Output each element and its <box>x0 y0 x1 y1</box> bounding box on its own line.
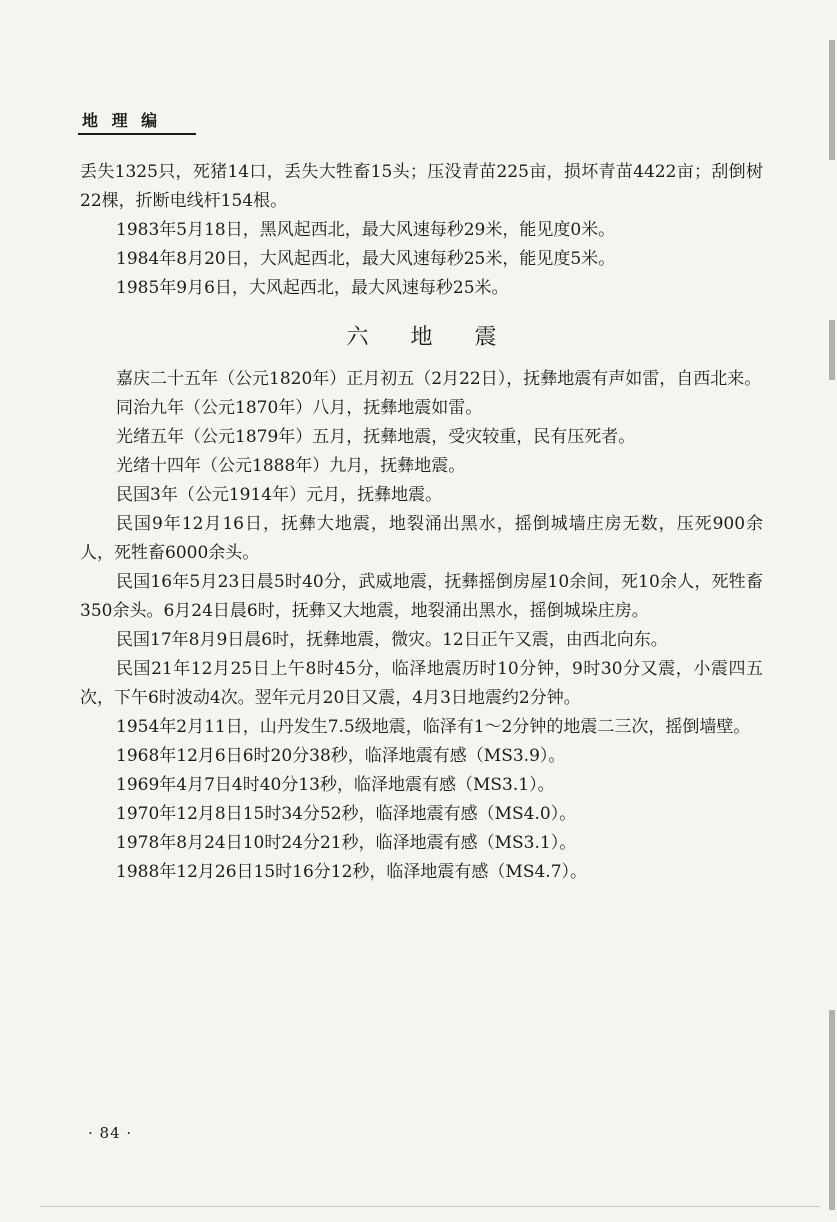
paragraph: 民国9年12月16日，抚彝大地震，地裂涌出黑水，摇倒城墙庄房无数，压死900余人，死牲畜6000余头。 <box>80 514 763 563</box>
paragraph: 1970年12月8日15时34分52秒，临泽地震有感（MS4.0）。 <box>116 804 577 824</box>
running-header: 地 理 编 <box>82 111 162 130</box>
paragraph: 1983年5月18日，黑风起西北，最大风速每秒29米，能见度0米。 <box>116 220 616 240</box>
paragraph: 光绪十四年（公元1888年）九月，抚彝地震。 <box>116 456 466 476</box>
paragraph: 民国17年8月9日晨6时，抚彝地震，微灾。12日正午又震，由西北向东。 <box>116 630 668 650</box>
paragraph: 民国16年5月23日晨5时40分，武威地震，抚彝摇倒房屋10余间，死10余人，死牲畜350余头。6月24日晨6时，抚彝又大地震，地裂涌出黑水，摇倒城垛庄房。 <box>80 572 763 621</box>
page-number: · 84 · <box>88 1124 133 1142</box>
page-body <box>80 158 763 887</box>
paragraph-continued: 丢失1325只，死猪14口，丢失大牲畜15头；压没青苗225亩，损坏青苗4422亩；刮倒树22棵，折断电线杆154根。 <box>80 162 763 211</box>
paragraph: 1968年12月6日6时20分38秒，临泽地震有感（MS3.9）。 <box>116 746 566 766</box>
paragraph: 1954年2月11日，山丹发生7.5级地震，临泽有1～2分钟的地震二三次，摇倒墙壁。 <box>116 717 751 737</box>
paragraph: 1978年8月24日10时24分21秒，临泽地震有感（MS3.1）。 <box>116 833 577 853</box>
page-bottom-edge <box>40 1206 820 1207</box>
scan-edge-mark <box>829 320 835 380</box>
paragraph: 嘉庆二十五年（公元1820年）正月初五（2月22日），抚彝地震有声如雷，自西北来。 <box>116 369 762 389</box>
section-title: 六地震 <box>346 325 539 350</box>
paragraph: 1969年4月7日4时40分13秒，临泽地震有感（MS3.1）。 <box>116 775 555 795</box>
scan-edge-mark <box>829 1010 835 1210</box>
scan-edge-mark <box>829 40 835 160</box>
header-rule <box>78 133 196 135</box>
paragraph: 民国21年12月25日上午8时45分，临泽地震历时10分钟，9时30分又震，小震四五次，下午6时波动4次。翌年元月20日又震，4月3日地震约2分钟。 <box>80 659 763 708</box>
paragraph: 民国3年（公元1914年）元月，抚彝地震。 <box>116 485 443 505</box>
paragraph: 1984年8月20日，大风起西北，最大风速每秒25米，能见度5米。 <box>116 249 616 269</box>
paragraph: 同治九年（公元1870年）八月，抚彝地震如雷。 <box>116 398 483 418</box>
paragraph: 光绪五年（公元1879年）五月，抚彝地震，受灾较重，民有压死者。 <box>116 427 636 447</box>
paragraph: 1988年12月26日15时16分12秒，临泽地震有感（MS4.7）。 <box>116 862 588 882</box>
paragraph: 1985年9月6日，大风起西北，最大风速每秒25米。 <box>116 278 509 298</box>
